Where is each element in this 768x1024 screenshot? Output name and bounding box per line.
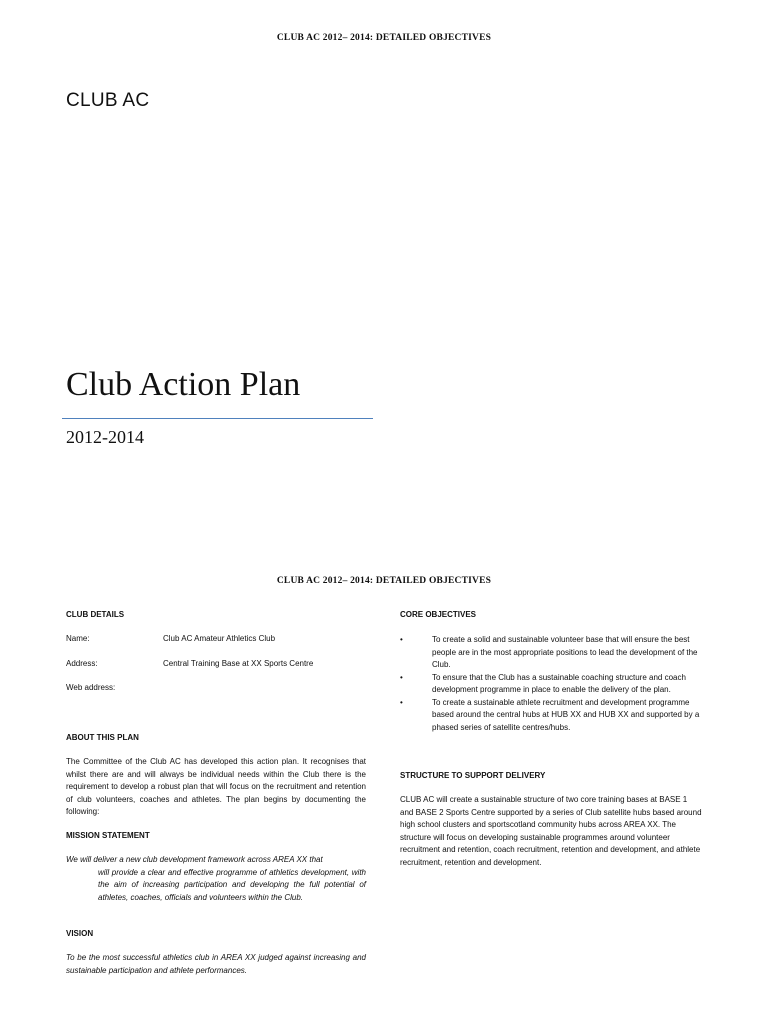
core-objectives-list <box>400 634 702 734</box>
club-details-heading: CLUB DETAILS <box>66 610 125 619</box>
structure-text: CLUB AC will create a sustainable structure of two core training bases at BASE 1 and BASE 2 Sports Centre supported by a series of Club satellite hubs based around high school clusters and sportscotland community hubs across AREA XX. The structure will focus on developing sustainable programmes around volunteer recruitment and retention, coach recruitment, retention and development, and athlete recruitment, retention and development. <box>400 795 702 867</box>
title-underline-rule <box>62 418 373 419</box>
mission-heading: MISSION STATEMENT <box>66 831 150 840</box>
web-address-label: Web address: <box>66 683 116 692</box>
mission-first-line: We will deliver a new club development framework across AREA XX that <box>66 855 323 864</box>
document-years: 2012-2014 <box>66 427 144 447</box>
list-item: • To create a solid and sustainable volunteer base that will ensure the best people are in the most appropriate positions to lead the development of the Club. <box>400 635 698 669</box>
list-item: • To ensure that the Club has a sustainable coaching structure and coach development programme in place to enable the delivery of the plan. <box>400 672 686 694</box>
running-head-top: CLUB AC 2012– 2014: DETAILED OBJECTIVES <box>276 33 492 43</box>
structure-heading: STRUCTURE TO SUPPORT DELIVERY <box>400 771 546 780</box>
address-value: Central Training Base at XX Sports Centre <box>163 659 314 668</box>
bullet-icon: • <box>400 697 403 707</box>
mission-statement <box>66 854 366 904</box>
core-objectives-heading: CORE OBJECTIVES <box>400 610 477 619</box>
bullet-icon: • <box>400 635 403 644</box>
running-head-second: CLUB AC 2012– 2014: DETAILED OBJECTIVES <box>276 576 492 586</box>
document-title: Club Action Plan <box>66 366 301 403</box>
about-plan-text: The Committee of the Club AC has developed this action plan. It recognises that whilst there are and will always be individual needs within the Club there is the requirement to develop a robust plan that will focus on the recruitment and retention of club volunteers, coaches and athletes. The plan begins by documenting the following: <box>66 757 366 816</box>
club-name: CLUB AC <box>66 90 150 111</box>
name-value: Club AC Amateur Athletics Club <box>163 634 276 643</box>
about-plan-heading: ABOUT THIS PLAN <box>66 733 139 742</box>
mission-continuation: will provide a clear and effective programme of athletics development, with the aim of increasing participation and developing the full potential of athletes, coaches, officials and volunteers within the Club. <box>98 867 366 902</box>
list-item: • To create a sustainable athlete recruitment and development programme based around the central hubs at HUB XX and HUB XX and supported by a phased series of satellite centres/hubs. <box>400 697 700 732</box>
vision-text: To be the most successful athletics club in AREA XX judged against increasing and sustainable participation and athlete performances. <box>66 953 366 975</box>
address-label: Address: <box>66 659 98 668</box>
name-label: Name: <box>66 634 90 643</box>
bullet-icon: • <box>400 672 403 682</box>
vision-heading: VISION <box>66 929 94 938</box>
